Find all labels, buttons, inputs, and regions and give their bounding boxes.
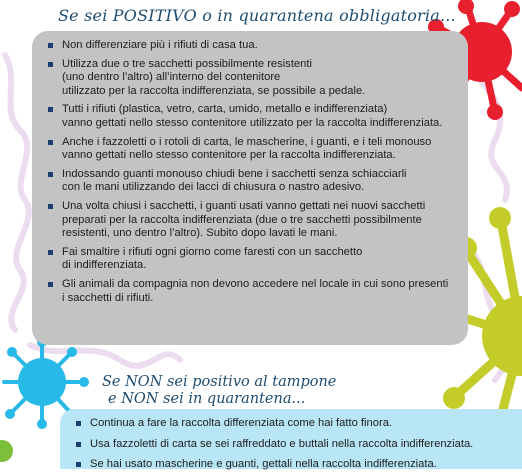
- positive-section-title: Se sei POSITIVO o in quarantena obbligatoria...: [58, 6, 456, 25]
- list-item: Usa fazzoletti di carta se sei raffreddato e buttali nella raccolta indifferenziata.: [76, 438, 520, 452]
- list-item: Anche i fazzoletti o i rotoli di carta, le mascherine, i guanti, e i teli monouso vanno gettati nello stesso contenitore per la raccolta indifferenziata.: [48, 136, 458, 163]
- list-item: Se hai usato mascherine e guanti, gettali nella raccolta indifferenziata.: [76, 458, 520, 472]
- list-item: Gli animali da compagnia non devono accedere nel locale in cui sono presenti i sacchetti di rifiuti.: [48, 278, 458, 305]
- negative-section-title-line-2: e NON sei in quarantena...: [108, 391, 306, 407]
- list-item: Continua a fare la raccolta differenziata come hai fatto finora.: [76, 417, 520, 431]
- negative-section-title: [102, 374, 336, 408]
- list-item: Utilizza due o tre sacchetti possibilmente resistenti (uno dentro l’altro) all’interno del contenitore utilizzato per la raccolta indifferenziata, se possibile a pedale.: [48, 58, 458, 99]
- green-virus-fragment: [0, 438, 20, 464]
- list-item: Tutti i rifiuti (plastica, vetro, carta, umido, metallo e indifferenziata) vanno gettati nello stesso contenitore utilizzato per la raccolta indifferenziata.: [48, 103, 458, 130]
- list-item: Non differenziare più i rifiuti di casa tua.: [48, 39, 458, 53]
- list-item: Indossando guanti monouso chiudi bene i sacchetti senza schiacciarli con le mani utilizzando dei lacci di chiusura o nastro adesivo.: [48, 168, 458, 195]
- negative-instructions-box: [60, 409, 522, 469]
- positive-instructions-list: [48, 39, 458, 305]
- list-item: Una volta chiusi i sacchetti, i guanti usati vanno gettati nei nuovi sacchetti preparati per la raccolta indifferenziata (due o tre sacchetti possibilmente resistenti, uno dentro l’altro). Subito dopo lavati le mani.: [48, 200, 458, 241]
- negative-section-title-line-1: Se NON sei positivo al tampone: [102, 374, 337, 390]
- positive-instructions-box: [32, 31, 468, 345]
- list-item: Fai smaltire i rifiuti ogni giorno come faresti con un sacchetto di indifferenziata.: [48, 246, 458, 273]
